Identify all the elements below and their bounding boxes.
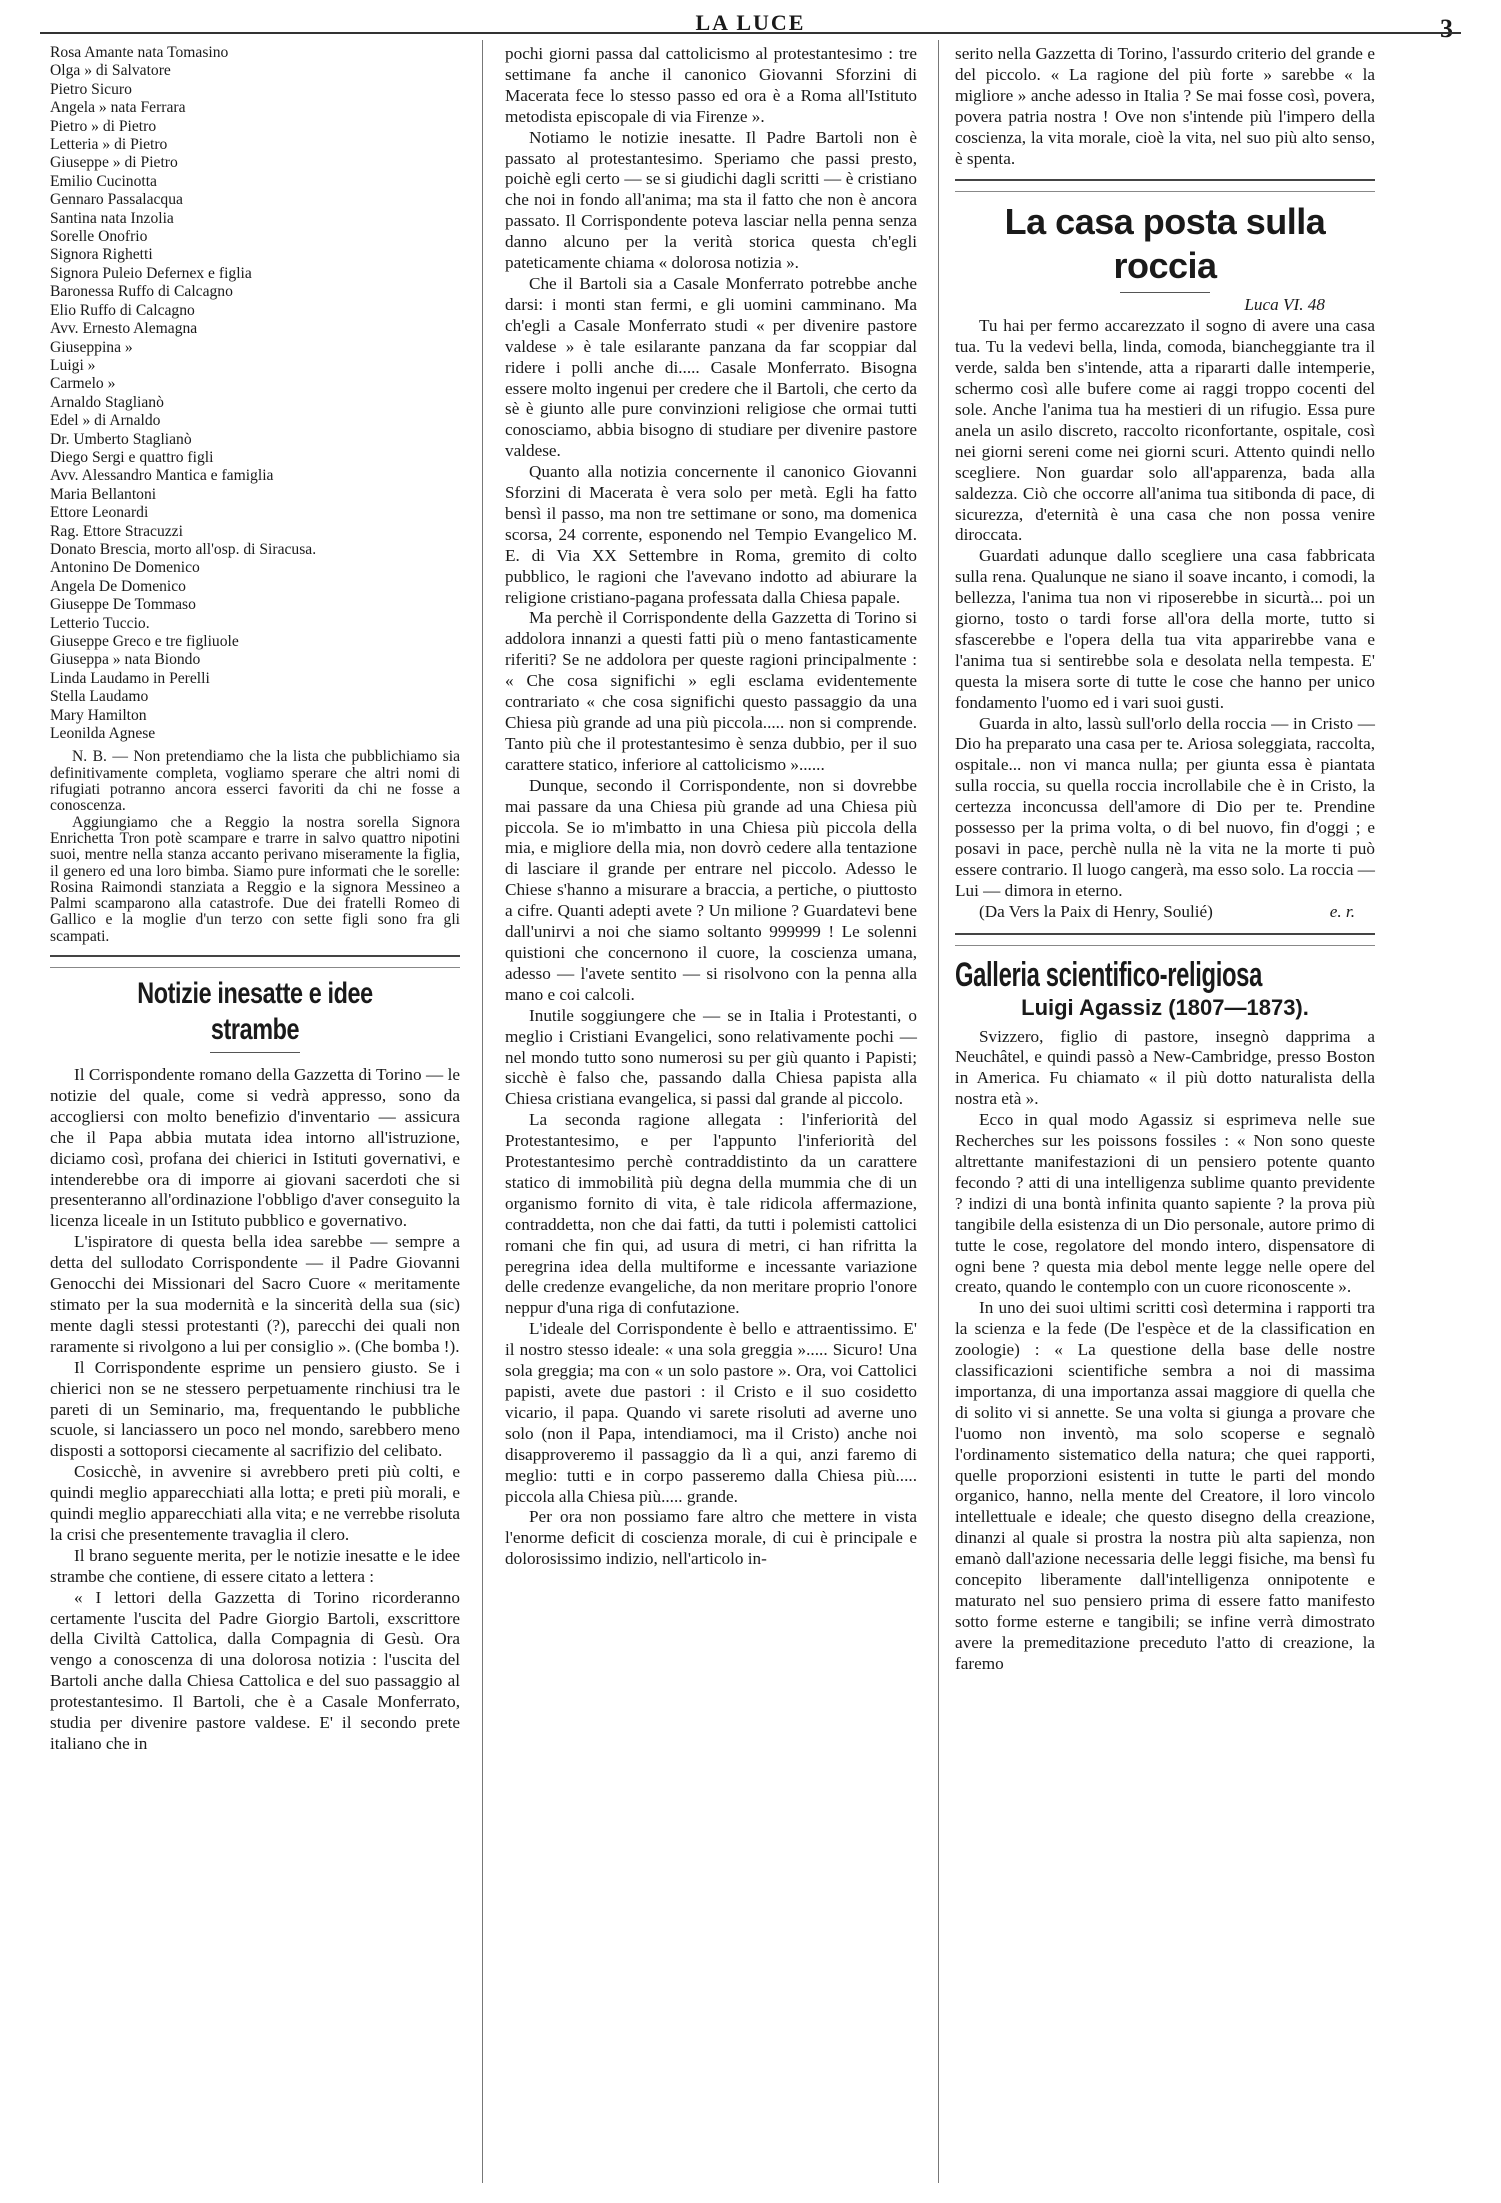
- name-entry: Dr. Umberto Staglianò: [50, 430, 192, 448]
- editorial-note: [50, 749, 460, 945]
- article-title: Notizie inesatte e idee strambe: [137, 977, 373, 1046]
- column-1: [50, 44, 460, 1755]
- author-initials: e. r.: [1329, 901, 1355, 921]
- name-entry: Letterio Tuccio.: [50, 614, 150, 632]
- name-entry: Giuseppe Greco e tre figliuole: [50, 633, 239, 650]
- section-title: Galleria scientifico-religiosa: [955, 955, 1262, 994]
- article-paragraph: L'ispiratore di questa bella idea sarebbe — sempre a detta del sullodato Corrispondente — il Padre Giovanni Genocchi dei Missionari del Sacro Cuore « meritamente stimato per la sua modernità e la sincerità della sua (sic) mente dagli stessi protestanti (?), parecchi dei quali non raramente si rivolgono a lui per consiglio ». (Che bomba !).: [50, 1232, 460, 1356]
- title-underline: [1120, 292, 1210, 293]
- name-entry: Pietro Sicuro: [50, 80, 132, 98]
- name-entry: Emilio Cucinotta: [50, 172, 157, 190]
- name-entry: Angela De Domenico: [50, 577, 186, 595]
- name-entry: Diego Sergi e quattro figli: [50, 448, 214, 466]
- title-underline: [210, 1052, 300, 1053]
- name-entry: Giuseppe De Tommaso: [50, 596, 196, 614]
- note-paragraph: Aggiungiamo che a Reggio la nostra sorella Signora Enrichetta Tron potè scampare e trarre in salvo quattro nipotini suoi, mentre nella stanza accanto perivano miseramente la figlia, il genero ed una loro bimba. Siamo pure informati che le sorelle: Rosina Raimondi stanziata a Reggio e la signora Messineo a Palmi scamparono alla catastrofe. Due dei fratelli Romeo di Gallico e la moglie d'un terzo con sette figli sono fra gli scampati.: [50, 813, 460, 945]
- name-entry: Mary Hamilton: [50, 706, 147, 724]
- name-entry: Giuseppa » nata Biondo: [50, 651, 201, 669]
- section-divider: [50, 955, 460, 968]
- article-paragraph: « I lettori della Gazzetta di Torino ricorderanno certamente l'uscita del Padre Giorgio Bartoli, exscrittore della Civiltà Cattolica, dalla Compagnia di Gesù. Ora vengo a conoscenza di una dolorosa notizia : l'uscita del Bartoli anche dalla Chiesa Cattolica e del suo passaggio al protestantesimo. Il Bartoli, che è a Casale Monferrato, studia per divenire pastore valdese. E' il secondo prete italiano che in: [50, 1587, 460, 1753]
- scripture-reference: Luca VI. 48: [1244, 295, 1325, 315]
- article-subtitle: Luigi Agassiz (1807—1873).: [1021, 994, 1309, 1020]
- name-entry: Maria Bellantoni: [50, 485, 157, 503]
- article-paragraph: Il Corrispondente romano della Gazzetta di Torino — le notizie del quale, come si vedrà appresso, sono da accogliersi con molto benefizio d'inventario — assicura che il Papa abbia mutata idea intorno all'istruzione, diciamo così, profana dei chierici in Istituti governativi, e intenderebbe ora di imporre ai giovani sacerdoti che si presenteranno all'ordinazione l'obbligo d'aver conseguito la licenza liceale in un Istituto pubblico e governativo.: [50, 1065, 460, 1231]
- column-2: [505, 44, 917, 1570]
- article-paragraph: Guarda in alto, lassù sull'orlo della roccia — in Cristo — Dio ha preparato una casa per te. Ariosa soleggiata, raccolta, ospitale... non vi manca nulla; per giunta essa è piantata sulla roccia, su quella roccia incrollabile che è in Cristo, la certezza inconcussa dell'amore di Dio per te. Prendine possesso per la prima volta, o di bel nuovo, fin d'oggi ; e posavi in pace, perchè nulla nè la vita ne la morte ti può essere contrario. Il luogo cangerà, ma esso solo. La roccia — Lui — dimora in eterno.: [955, 713, 1375, 900]
- name-entry: Stella Laudamo: [50, 688, 149, 706]
- name-entry: Antonino De Domenico: [50, 559, 200, 577]
- name-entry: Sorelle Onofrio: [50, 228, 148, 246]
- name-entry: Giuseppe » di Pietro: [50, 154, 178, 172]
- page-number: 3: [1440, 14, 1453, 43]
- name-entry: Angela » nata Ferrara: [50, 99, 186, 117]
- name-entry: Gennaro Passalacqua: [50, 191, 183, 209]
- article-paragraph: Ecco in qual modo Agassiz si esprimeva nelle sue Recherches sur les poissons fossiles : « Non sono queste altrettante manifestazioni di un pensiero potente quanto fecondo ? atti di una intelligenza sublime quanto previdente ? indizi di una bontà infinita quanto sapiente ? la prova più tangibile della esistenza di un Dio personale, autore primo di tutte le cose, regolatore del mondo intero, dispensatore di ogni bene ? questa mia debol mente legge nelle opere del creato, quando le contemplo con un cuore riconoscente ».: [955, 1110, 1375, 1297]
- article-paragraph: Quanto alla notizia concernente il canonico Giovanni Sforzini di Macerata è vera solo per metà. Egli ha fatto bensì il passo, ma non tre settimane or sono, ma domenica scorsa, 24 corrente, esponendo nel Tempio Evangelico M. E. di Via XX Settembre in Roma, gremito di colto pubblico, le ragioni che l'avevano indotto ad abiurare la religione cristiano-pagana professata dalla Chiesa papale.: [505, 462, 917, 607]
- name-entry: Ettore Leonardi: [50, 504, 149, 522]
- name-entry: Carmelo »: [50, 375, 116, 393]
- article-paragraph: Inutile soggiungere che — se in Italia i Protestanti, o meglio i Cristiani Evangelici, sono relativamente pochi — nel mondo tutto sono numerosi su per giù quanto i Papisti; sicchè è falso che, passando dalla Chiesa papista alla Chiesa cristiana evangelica, si passi dal grande al piccolo.: [505, 1005, 917, 1109]
- name-entry: Avv. Alessandro Mantica e famiglia: [50, 467, 274, 485]
- name-entry: Letteria » di Pietro: [50, 136, 168, 154]
- article-paragraph: Il Corrispondente esprime un pensiero giusto. Se i chierici non se ne stessero perpetuamente rinchiusi tra le pareti di un Seminario, ma, frequentando le pubbliche scuole, si lanciassero un poco nel mondo, sarebbero meno disposti a sottoporsi ciecamente al sacrifizio del celibato.: [50, 1357, 460, 1461]
- column-3: [955, 44, 1375, 1675]
- article-paragraph: Dunque, secondo il Corrispondente, non si dovrebbe mai passare da una Chiesa più grande ad una Chiesa più piccola. Se io m'imbatto in una Chiesa più piccola della mia, e migliore della mia, non dovrò cedere alla tentazione di lasciare il grande per entrare nel piccolo. Adesso le Chiese s'hanno a misurare a braccia, a pertiche, o piuttosto a cifre. Quanti adepti avete ? Un milione ? Guardatevi bene dall'unirvi a noi che siamo soltanto 999999 ! Le solenni quistioni che concernono il cuore, la coscienza umana, adesso — l'avete sentito — si risolvono con la penna alla mano e coi calcoli.: [505, 775, 917, 1004]
- article-paragraph: Per ora non possiamo fare altro che mettere in vista l'enorme deficit di coscienza morale, di cui è principale e dolorosissimo indizio, nell'articolo in-: [505, 1507, 917, 1569]
- article-paragraph: L'ideale del Corrispondente è bello e attraentissimo. E' il nostro stesso ideale: « una sola greggia »..... Sicuro! Una sola greggia; ma con « un solo pastore ». Ora, voi Cattolici papisti, avete due pastori : il Cristo e il suo cosidetto vicario, il papa. Quando vi sarete risoluti ad averne uno solo (non il Papa, intendiamoci, ma il Cristo) anche noi disapproveremo il passaggio da lì a qui, anzi faremo di meglio: tutti e in corpo passeremo dalla Chiesa più..... piccola alla Chiesa più..... grande.: [505, 1319, 917, 1506]
- name-entry: Baronessa Ruffo di Calcagno: [50, 283, 233, 301]
- column-divider: [938, 40, 939, 2183]
- article-title: La casa posta sulla roccia: [1004, 201, 1326, 287]
- article-paragraph: Notiamo le notizie inesatte. Il Padre Bartoli non è passato al protestantesimo. Speriamo che passi presto, poichè egli certo — se si giudichi dagli scritti — è cristiano che noi in fondo all'anima; ma sta il fatto che non è ancora passato. Il Corrispondente poteva lasciar nella penna senza danno alcuno per la verità storica questa ch'egli pateticamente chiama « dolorosa notizia ».: [505, 127, 917, 273]
- name-entry: Santina nata Inzolia: [50, 209, 174, 227]
- name-entry: Edel » di Arnaldo: [50, 412, 161, 430]
- name-entry: Olga » di Salvatore: [50, 62, 171, 80]
- section-divider: [955, 179, 1375, 192]
- name-entry: Signora Righetti: [50, 246, 153, 264]
- refugee-name-list: [50, 44, 460, 743]
- article-source: [955, 902, 1375, 923]
- article-paragraph: Guardati adunque dallo scegliere una casa fabbricata sulla rena. Qualunque ne siano il soave incanto, i comodi, la bellezza, l'anima tua non vi riposerebbe in sicurtà... poi un giorno, tosto o tardi forse all'ora della morte, tutto si sfascerebbe e l'opera della tua vita apparirebbe vana e l'anima tua si sentirebbe sola e desolata nella tempesta. E' questa la misera sorte di tutte le cose che hanno per unico fondamento l'uomo ed i vari suoi gusti.: [955, 546, 1375, 712]
- name-entry: Giuseppina »: [50, 338, 133, 356]
- name-entry: Donato Brescia, morto all'osp. di Siracusa.: [50, 540, 317, 558]
- article-paragraph: pochi giorni passa dal cattolicismo al protestantesimo : tre settimane fa anche il canonico Giovanni Sforzini di Macerata fece lo stesso passo ed ora è a Roma all'Istituto metodista episcopale di via Firenze ».: [505, 44, 917, 126]
- column-divider: [482, 40, 483, 2183]
- article-paragraph: La seconda ragione allegata : l'inferiorità del Protestantesimo, e per l'appunto l'inferiorità del Protestantesimo perchè contraddistinto da un carattere statico di immobilità più degna della mummia che di un organismo fornito di vita, è tale ridicola affermazione, contraddetta, non che dai fatti, da tutti i polemisti cattolici romani che fin qui, ad usura di metri, ci han rifritta la peregrina idea della multiforme e incessante variazione delle credenze evangeliche, da non meritare proprio l'onore neppur d'una riga di confutazione.: [505, 1110, 917, 1318]
- article-paragraph: Il brano seguente merita, per le notizie inesatte e le idee strambe che contiene, di essere citato a lettera :: [50, 1545, 460, 1586]
- article-paragraph: serito nella Gazzetta di Torino, l'assurdo criterio del grande e del piccolo. « La ragione del più forte » sarebbe « la migliore » anche adesso in Italia ? Se mai fosse così, povera, povera patria nostra ! Ove non s'intende più l'impero della coscienza, la vita morale, cioè la vita, nel suo più alto senso, è spenta.: [955, 44, 1375, 168]
- header-rule: [40, 32, 1461, 34]
- name-entry: Luigi »: [50, 356, 96, 374]
- section-divider: [955, 933, 1375, 946]
- article-paragraph: Svizzero, figlio di pastore, insegnò dapprima a Neuchâtel, e quindi passò a New-Cambridge, presso Boston in America. Fu chiamato « il più dotto naturalista della nostra età ».: [955, 1026, 1375, 1109]
- name-entry: Rag. Ettore Stracuzzi: [50, 522, 183, 540]
- article-paragraph: Tu hai per fermo accarezzato il sogno di avere una casa tua. Tu la vedevi bella, linda, comoda, biancheggiante tra il verde, salda ben s'intende, atta a ripararti dalle intemperie, schermo così alle bufere come ai raggi troppo cocenti del sole. Anche l'anima tua ha mestieri di un rifugio. Essa pure anela un asilo discreto, raccolto riconfortante, ospitale, così nei giorni sereni come nei giorni scuri. Attento quindi nello scegliere. Non guardar solo all'apparenza, bada alla saldezza. Ciò che occorre all'anima tua sitibonda di pace, di sicurezza, d'eternità è una casa che non possa venire diroccata.: [955, 316, 1375, 545]
- name-entry: Elio Ruffo di Calcagno: [50, 301, 195, 319]
- source-line: (Da Vers la Paix di Henry, Soulié): [979, 901, 1213, 921]
- masthead-title: LA LUCE: [695, 10, 806, 35]
- name-entry: Rosa Amante nata Tomasino: [50, 44, 229, 61]
- article-paragraph: Che il Bartoli sia a Casale Monferrato potrebbe anche darsi: i monti stan fermi, e gli uomini camminano. Ma ch'egli a Casale Monferrato studi « per divenire pastore valdese » è tale esilarante panzana da far scoppiar dal ridere i polli anche di..... Casale Monferrato. Bisogna essere molto ingenui per credere che il Bartoli, che certo da sè è giunto alle pure convinzioni religiose che ormai tutti conosciamo, abbia bisogno di studiare per divenire pastore valdese.: [505, 273, 917, 461]
- name-entry: Avv. Ernesto Alemagna: [50, 320, 198, 338]
- note-paragraph: N. B. — Non pretendiamo che la lista che pubblichiamo sia definitivamente completa, vogliamo sperare che altri nomi di rifugiati potranno ancora esserci favoriti da chi ne fosse a conoscenza.: [50, 748, 460, 815]
- article-paragraph: Ma perchè il Corrispondente della Gazzetta di Torino si addolora innanzi a questi fatti più o meno fantasticamente riferiti? Se ne addolora per queste ragioni principalmente : « Che cosa significhi » egli esclama evidentemente contrariato « che cosa significhi questo passaggio da una Chiesa più grande ad una più piccola..... non si comprende. Tanto più che il protestantesimo è senza dubbio, per il suo carattere statico, inferiore al cattolicismo »......: [505, 608, 917, 774]
- name-entry: Linda Laudamo in Perelli: [50, 669, 210, 687]
- name-entry: Pietro » di Pietro: [50, 117, 157, 135]
- name-entry: Leonilda Agnese: [50, 725, 156, 743]
- article-paragraph: Cosicchè, in avvenire si avrebbero preti più colti, e quindi meglio apparecchiati alla lotta; e preti più morali, e quindi meglio apparecchiati alla vita; e ne verrebbe risoluta la crisi che presentemente travaglia il clero.: [50, 1462, 460, 1544]
- name-entry: Signora Puleio Defernex e figlia: [50, 264, 252, 282]
- name-entry: Arnaldo Staglianò: [50, 393, 164, 411]
- article-paragraph: In uno dei suoi ultimi scritti così determina i rapporti tra la scienza e la fede (De l'espèce et de la classification en zoologie) : « La questione della base delle nostre classificazioni scientifiche sembra a noi di massima importanza, di una importanza assai maggiore di quella che di solito vi si annette. Se una volta si giunga a provare che l'uomo non inventò, ma solo scoperse e segnalò l'ordinamento sistematico della natura; che quei rapporti, quelle proporzioni esistenti in tutte le parti del mondo organico, hanno, nella mente del Creatore, il loro vincolo intellettuale e ideale; che questo disegno della creazione, dinanzi al quale si prostra la nostra più alta sapienza, non emanò dall'azione necessaria delle leggi fisiche, ma bensì fu concepito liberamente dall'intelligenza onnipotente e maturato nel suo pensiero prima di essere fatto manifesto sotto forme esterne e tangibili; se infine verrà dimostrato avere la premeditazione preceduto l'atto di creazione, la faremo: [955, 1298, 1375, 1673]
